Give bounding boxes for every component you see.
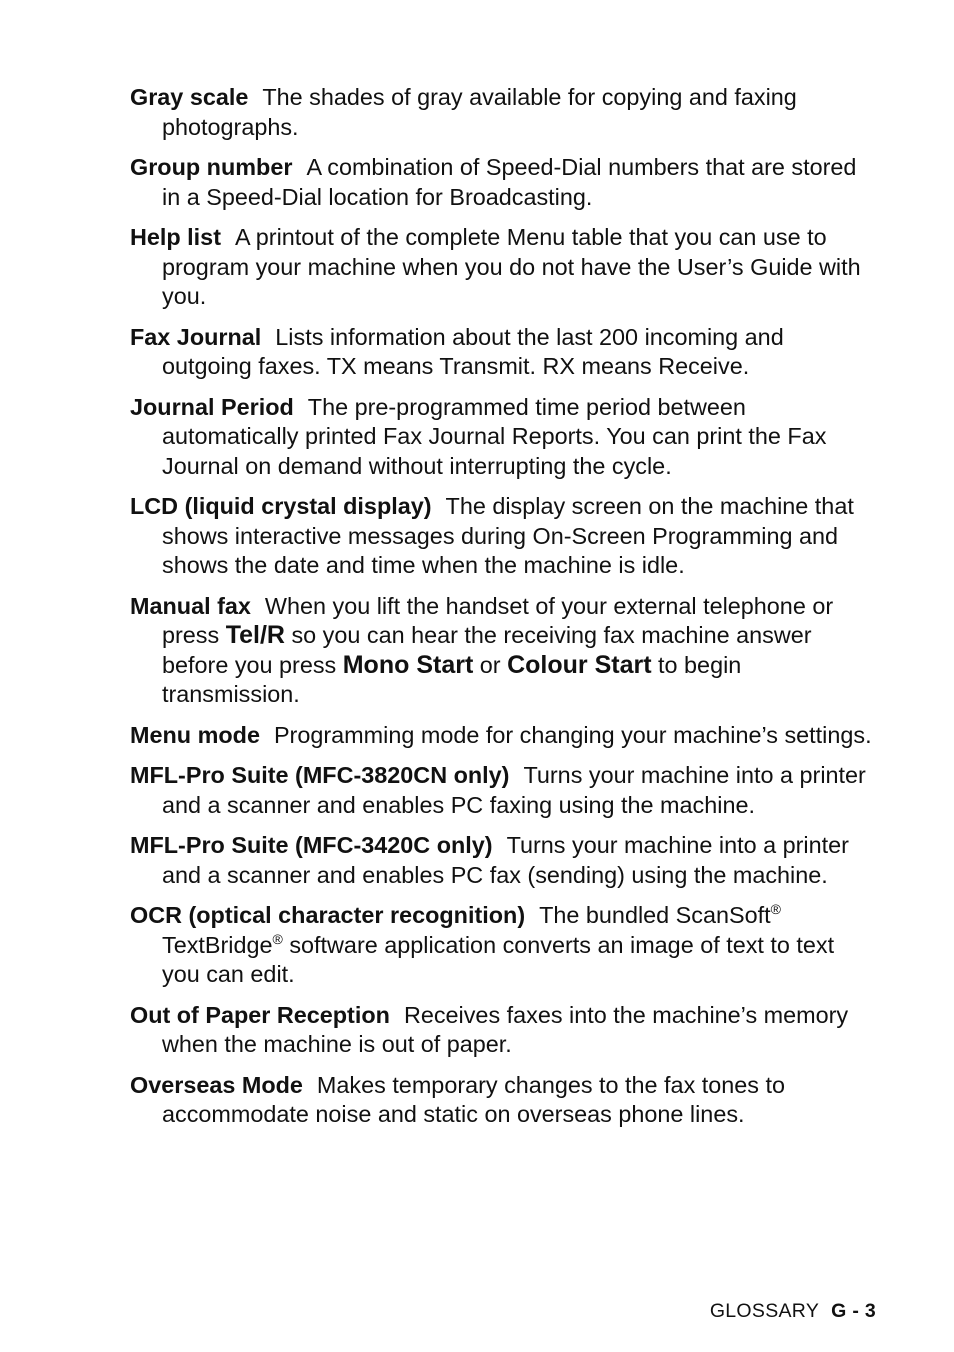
mono-start-key-label: Mono Start <box>342 650 474 679</box>
glossary-definition-part: software application converts an image of text to text you can edit. <box>162 931 835 987</box>
glossary-definition: Receives faxes into the machine’s memory when the machine is out of paper. <box>162 1001 849 1057</box>
glossary-definition: A printout of the complete Menu table that you can use to program your machine when you do not have the User’s Guide with you. <box>162 224 861 309</box>
glossary-definition-part: or <box>479 651 501 678</box>
glossary-term: Manual fax <box>130 592 251 619</box>
glossary-term: Help list <box>130 224 221 250</box>
glossary-definition-part: When you lift the handset of your external telephone or press <box>162 592 834 648</box>
tel-r-key-label: Tel/R <box>225 621 285 649</box>
glossary-term: MFL-Pro Suite (MFC-3420C only) <box>130 832 493 858</box>
glossary-entry-help-list <box>130 223 878 312</box>
footer-section-title: GLOSSARY <box>709 1300 820 1322</box>
glossary-term: Journal Period <box>130 393 294 420</box>
glossary-definition: Programming mode for changing your machine’s settings. <box>273 721 872 748</box>
glossary-entry-group-number <box>130 153 878 212</box>
glossary-entry-gray-scale <box>130 83 878 142</box>
glossary-definition-part: The bundled ScanSoft <box>539 902 771 928</box>
glossary-term: Fax Journal <box>130 323 262 350</box>
glossary-term: OCR (optical character recognition) <box>130 902 526 928</box>
glossary-term: Gray scale <box>130 84 249 110</box>
glossary-entry-lcd <box>130 492 878 581</box>
glossary-definition: The display screen on the machine that shows interactive messages during On-Screen Programming and shows the date and time when the machine is idle. <box>162 493 854 578</box>
glossary-term: Group number <box>130 154 293 180</box>
glossary-definition: Turns your machine into a printer and a scanner and enables PC fax (sending) using the machine. <box>162 832 849 888</box>
glossary-definition-part: to begin transmission. <box>162 651 742 707</box>
glossary-definition-part: TextBridge <box>162 931 273 958</box>
glossary-entry-manual-fax <box>130 592 878 710</box>
glossary-definition: The pre-programmed time period between automatically printed Fax Journal Reports. You can print the Fax Journal on demand without interrupting the cycle. <box>162 393 827 479</box>
glossary-entry-overseas-mode <box>130 1071 878 1130</box>
glossary-definition: Turns your machine into a printer and a scanner and enables PC faxing using the machine. <box>162 762 866 818</box>
glossary-entry-journal-period <box>130 393 878 482</box>
glossary-list <box>130 83 878 1141</box>
glossary-entry-fax-journal <box>130 323 878 382</box>
registered-mark: ® <box>272 930 283 947</box>
glossary-term: MFL-Pro Suite (MFC-3820CN only) <box>130 762 510 788</box>
page-number: G - 3 <box>831 1300 876 1322</box>
registered-mark: ® <box>770 901 781 917</box>
glossary-entry-menu-mode <box>130 721 878 751</box>
glossary-term: Menu mode <box>130 721 260 748</box>
colour-start-key-label: Colour Start <box>507 650 652 679</box>
glossary-term: LCD (liquid crystal display) <box>130 493 432 519</box>
glossary-entry-mfl-pro-3420c <box>130 831 878 890</box>
glossary-entry-out-of-paper-reception <box>130 1001 878 1060</box>
glossary-term: Overseas Mode <box>130 1071 303 1098</box>
glossary-entry-mfl-pro-3820cn <box>130 761 878 820</box>
glossary-term: Out of Paper Reception <box>130 1001 390 1028</box>
glossary-definition: Lists information about the last 200 incoming and outgoing faxes. TX means Transmit. RX means Receive. <box>162 323 784 379</box>
glossary-entry-ocr <box>130 901 878 990</box>
glossary-definition-part: so you can hear the receiving fax machine answer before you press <box>162 622 812 678</box>
glossary-definition: A combination of Speed-Dial numbers that are stored in a Speed-Dial location for Broadcasting. <box>162 154 857 210</box>
glossary-definition: Makes temporary changes to the fax tones to accommodate noise and static on overseas phone lines. <box>162 1071 785 1127</box>
page-footer <box>710 1300 876 1323</box>
glossary-definition: The shades of gray available for copying and faxing photographs. <box>162 84 797 140</box>
